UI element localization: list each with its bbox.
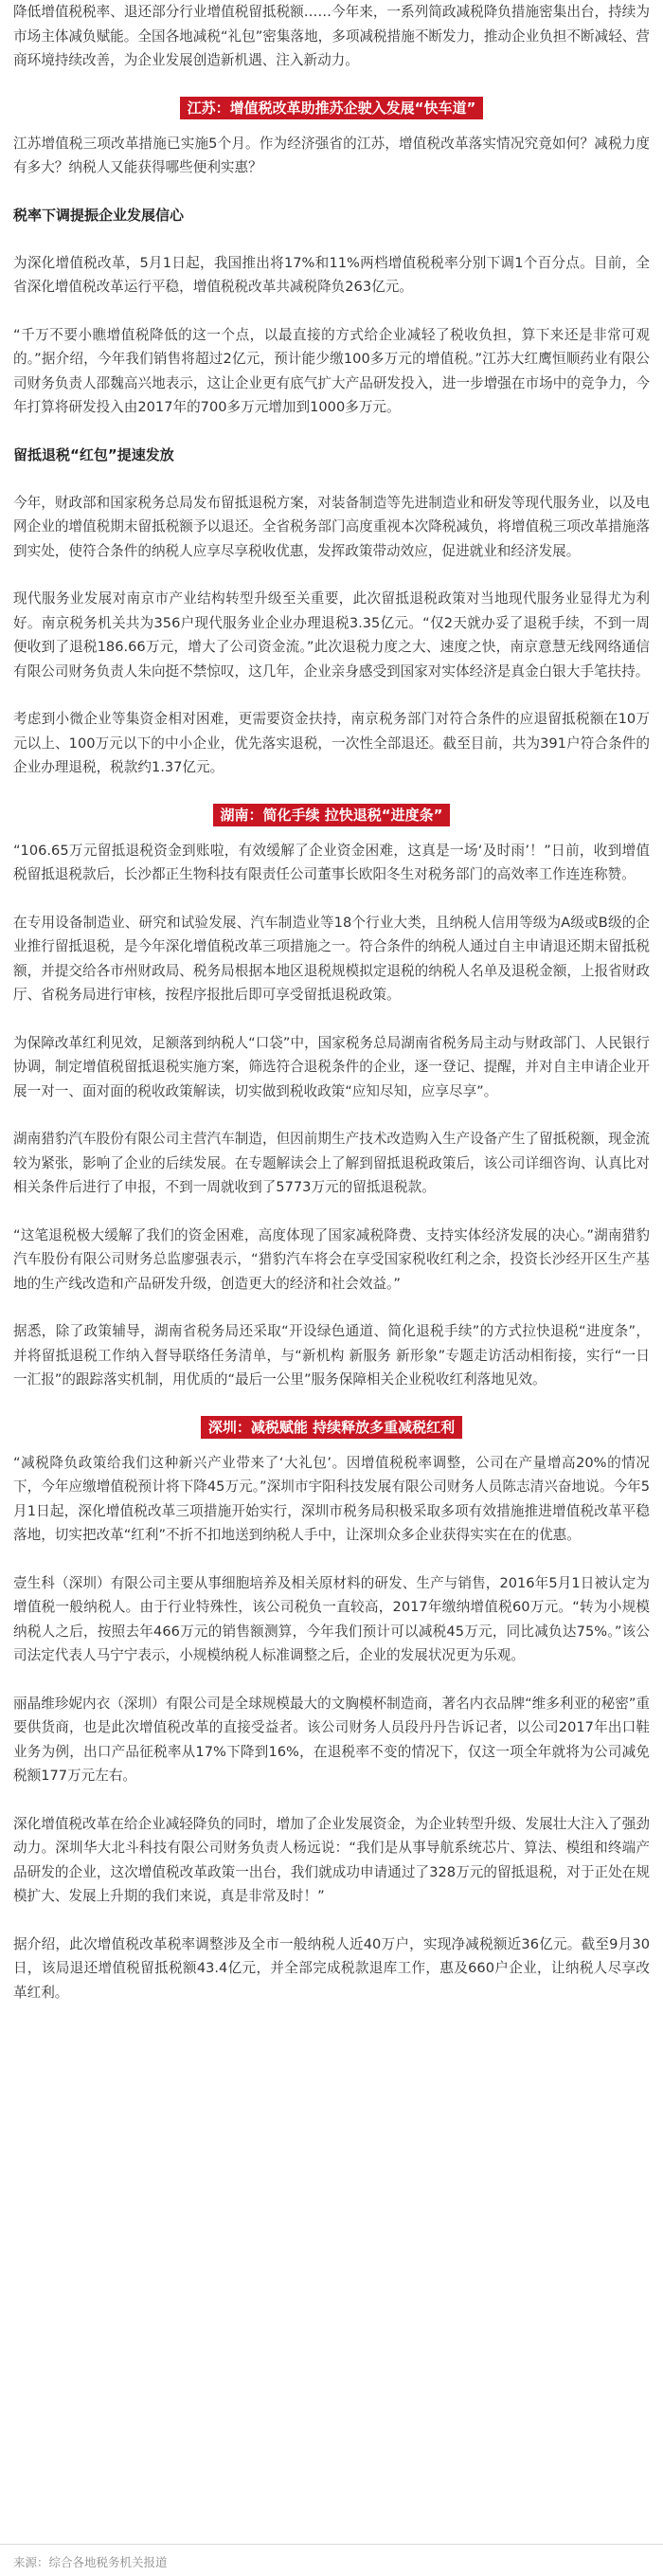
paragraph: 考虑到小微企业等集资金相对困难，更需要资金扶持，南京税务部门对符合条件的应退留抵税额在10万元以上、100万元以下的中小企业，优先落实退税，一次性全部退还。截至目前，共为391户符合条件的企业办理退税，税款约1.37亿元。 — [13, 711, 650, 775]
paragraph: 丽晶维珍妮内衣（深圳）有限公司是全球规模最大的文胸模杯制造商，著名内衣品牌“维多利亚的秘密”重要供货商，也是此次增值税改革的直接受益者。该公司财务人员段丹丹告诉记者，以公司2017年出口鞋业务为例，出口产品征税率从17%下降到16%，在退税率不变的情况下，仅这一项全年就将为公司减免税额177万元左右。 — [13, 1695, 650, 1784]
section-heading-hunan: 湖南：简化手续 拉快退税“进度条” — [213, 804, 451, 826]
paragraph: 在专用设备制造业、研究和试验发展、汽车制造业等18个行业大类，且纳税人信用等级为A级或B级的企业推行留抵退税，是今年深化增值税改革三项措施之一。符合条件的纳税人通过自主申请退还期末留抵税额，并提交给各市州财政局、税务局根据本地区退税规模拟定退税的纳税人名单及退税金额，上报省财政厅、省税务局进行审核，按程序报批后即可享受留抵退税政策。 — [13, 914, 650, 1003]
section-heading-shenzhen: 深圳：减税赋能 持续释放多重减税红利 — [201, 1416, 462, 1439]
section-jiangsu — [13, 97, 650, 119]
paragraph: 据悉，除了政策辅导，湖南省税务局还采取“开设绿色通道、简化退税手续”的方式拉快退税“进度条”，并将留抵退税工作纳入督导联络任务清单，与“新机构 新服务 新形象”专题走访活动相衔接，实行“一日一汇报”的跟踪落实机制，用优质的“最后一公里”服务保障相关企业税收红利落地见效。 — [13, 1323, 650, 1388]
subheading-tax-rate: 税率下调提振企业发展信心 — [13, 206, 185, 224]
paragraph: “106.65万元留抵退税资金到账啦，有效缓解了企业资金困难，这真是一场‘及时雨’！”日前，收到增值税留抵退税款后，长沙都正生物科技有限责任公司董事长欧阳冬生对税务部门的高效率工作连连称赞。 — [13, 842, 650, 882]
paragraph: 今年，财政部和国家税务总局发布留抵退税方案，对装备制造等先进制造业和研发等现代服务业，以及电网企业的增值税期末留抵税额予以退还。全省税务部门高度重视本次降税减负，将增值税三项改革措施落到实处，使符合条件的纳税人应享尽享税收优惠，发挥政策带动效应，促进就业和经济发展。 — [13, 494, 650, 559]
paragraph: 湖南猎豹汽车股份有限公司主营汽车制造，但因前期生产技术改造购入生产设备产生了留抵税额，现金流较为紧张，影响了企业的后续发展。在专题解读会上了解到留抵退税政策后，该公司详细咨询、认真比对相关条件后进行了申报，不到一周就收到了5773万元的留抵退税款。 — [13, 1131, 650, 1195]
paragraph: 深化增值税改革在给企业减轻降负的同时，增加了企业发展资金，为企业转型升级、发展壮大注入了强劲动力。深圳华大北斗科技有限公司财务负责人杨远说：“我们是从事导航系统芯片、算法、模组和终端产品研发的企业，这次增值税改革政策一出台，我们就成功申请通过了328万元的留抵退税，对于正处在规模扩大、发展上升期的我们来说，真是非常及时！” — [13, 1815, 650, 1904]
paragraph: 壹生科（深圳）有限公司主要从事细胞培养及相关原材料的研发、生产与销售，2016年5月1日被认定为增值税一般纳税人。由于行业特殊性，该公司税负一直较高，2017年缴纳增值税60万元。“转为小规模纳税人之后，按照去年466万元的销售额测算，今年我们预计可以减税45万元，同比减负达75%。”该公司法定代表人马宁宁表示，小规模纳税人标准调整之后，企业的发展状况更为乐观。 — [13, 1574, 650, 1663]
source-label: 来源：综合各地税务机关报道 — [13, 2555, 168, 2569]
paragraph: “千万不要小瞧增值税降低的这一个点，以最直接的方式给企业减轻了税收负担，算下来还是非常可观的。”据介绍，今年我们销售将超过2亿元，预计能少缴100多万元的增值税。”江苏大红鹰恒顺药业有限公司财务负责人邵魏高兴地表示，这让企业更有底气扩大产品研发投入，进一步增强在市场中的竞争力，今年打算将研发投入由2017年的700多万元增加到1000多万元。 — [13, 326, 650, 415]
paragraph: “减税降负政策给我们这种新兴产业带来了‘大礼包’。因增值税税率调整，公司在产量增高20%的情况下，今年应缴增值税预计将下降45万元。”深圳市宇阳科技发展有限公司财务人员陈志清兴奋地说。今年5月1日起，深化增值税改革三项措施开始实行，深圳市税务局积极采取多项有效措施推进增值税改革平稳落地，切实把改革“红利”不折不扣地送到纳税人手中，让深圳众多企业获得实实在在的优惠。 — [13, 1454, 650, 1543]
section-heading-jiangsu: 江苏：增值税改革助推苏企驶入发展“快车道” — [180, 97, 484, 119]
section-shenzhen — [13, 1416, 650, 1439]
paragraph: 为深化增值税改革，5月1日起，我国推出将17%和11%两档增值税税率分别下调1个百分点。目前，全省深化增值税改革运行平稳，增值税税改革共减税降负263亿元。 — [13, 254, 650, 295]
paragraph: 据介绍，此次增值税改革税率调整涉及全市一般纳税人近40万户，实现净减税额近36亿元。截至9月30日，该局退还增值税留抵税额43.4亿元，并全部完成税款退库工作，惠及660户企业，让纳税人尽享改革红利。 — [13, 1935, 650, 2001]
paragraph: “这笔退税极大缓解了我们的资金困难，高度体现了国家减税降费、支持实体经济发展的决心。”湖南猎豹汽车股份有限公司财务总监廖强表示，“猎豹汽车将会在享受国家税收红利之余，投资长沙经开区生产基地的生产线改造和产品研发升级，创造更大的经济和社会效益。” — [13, 1226, 650, 1292]
paragraph: 现代服务业发展对南京市产业结构转型升级至关重要，此次留抵退税政策对当地现代服务业显得尤为利好。南京税务机关共为356户现代服务业企业办理退税3.35亿元。“仅2天就办妥了退税手续，不到一周便收到了退税186.66万元，增大了公司资金流。”此次退税力度之大、速度之快，南京意慧无线网络通信有限公司财务负责人朱向挺不禁惊叹，这几年，企业亲身感受到国家对实体经济是真金白银大手笔扶持。 — [13, 590, 650, 680]
subheading-refund: 留抵退税“红包”提速发放 — [13, 445, 174, 463]
paragraph: 为保障改革红利见效，足额落到纳税人“口袋”中，国家税务总局湖南省税务局主动与财政部门、人民银行协调，制定增值税留抵退税实施方案，筛选符合退税条件的企业，逐一登记、提醒，并对自主申请企业开展一对一、面对面的税收政策解读，切实做到税收政策“应知尽知，应享尽享”。 — [13, 1034, 650, 1099]
section-hunan — [13, 804, 650, 826]
source-footer — [0, 2544, 663, 2572]
intro-paragraph: 降低增值税税率、退还部分行业增值税留抵税额……今年来，一系列简政减税降负措施密集出台，持续为市场主体减负赋能。全国各地减税“礼包”密集落地，多项减税措施不断发力，推动企业负担不断减轻、营商环境持续改善，为企业发展创造新机遇、注入新动力。 — [13, 4, 650, 68]
section-lead-jiangsu: 江苏增值税三项改革措施已实施5个月。作为经济强省的江苏，增值税改革落实情况究竟如何？减税力度有多大？纳税人又能获得哪些便利实惠？ — [13, 135, 650, 175]
